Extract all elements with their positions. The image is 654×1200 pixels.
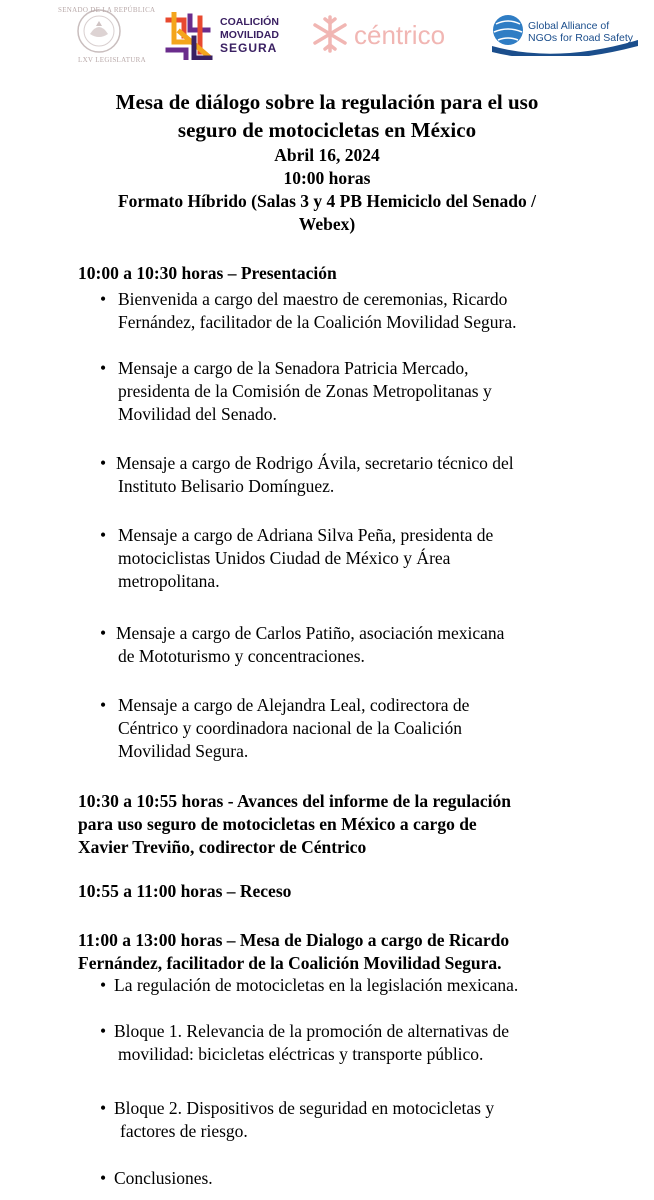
item-line: Instituto Belisario Domínguez. [118, 476, 335, 496]
item-line: Bloque 2. Dispositivos de seguridad en motocicletas y [114, 1098, 495, 1118]
item-line: Bienvenida a cargo del maestro de ceremonias, Ricardo [118, 289, 508, 309]
bullet-dot: • [100, 453, 107, 473]
logo-bar [0, 0, 654, 68]
item-line: metropolitana. [118, 571, 220, 591]
coalicion-line2: MOVILIDAD [220, 29, 279, 41]
coalicion-logo [164, 12, 292, 60]
item-line: Mensaje a cargo de Adriana Silva Peña, presidenta de [118, 525, 494, 545]
list-item [100, 974, 576, 997]
mesa-line1: 11:00 a 13:00 horas – Mesa de Dialogo a cargo de Ricardo [78, 930, 510, 950]
item-line: Mensaje a cargo de Carlos Patiño, asociación mexicana [116, 623, 505, 643]
bullet-dot: • [100, 623, 107, 643]
snowflake-icon [310, 14, 350, 54]
avances-line1: 10:30 a 10:55 horas - Avances del informe de la regulación [78, 791, 511, 811]
bullet-dot: • [100, 975, 107, 995]
list-item [100, 452, 576, 498]
section-presentacion-heading: 10:00 a 10:30 horas – Presentación [78, 263, 337, 283]
list-item [100, 357, 576, 426]
item-line: Conclusiones. [114, 1168, 213, 1188]
document-header [40, 88, 614, 236]
global-text [528, 20, 633, 44]
bullet-dot: • [100, 289, 107, 309]
bullet-dot: • [100, 1021, 107, 1041]
section-receso-heading: 10:55 a 11:00 horas – Receso [78, 881, 292, 901]
coalicion-line1: COALICIÓN [220, 16, 279, 28]
bullet-dot: • [100, 695, 107, 715]
item-line: Céntrico y coordinadora nacional de la Coalición [118, 718, 463, 738]
event-time: 10:00 horas [283, 168, 371, 188]
bullet-dot: • [100, 1168, 107, 1188]
list-item [100, 622, 576, 668]
list-item [100, 1167, 576, 1190]
seal-icon [76, 8, 122, 54]
item-line: Movilidad del Senado. [118, 404, 277, 424]
senado-logo [58, 6, 156, 64]
event-date: Abril 16, 2024 [274, 145, 380, 165]
item-line: presidenta de la Comisión de Zonas Metropolitanas y [118, 381, 492, 401]
senado-sub: LXV LEGISLATURA [78, 56, 146, 64]
item-line: Bloque 1. Relevancia de la promoción de alternativas de [114, 1021, 510, 1041]
section-mesa [78, 929, 598, 975]
coalicion-text [220, 16, 279, 55]
global-line2: NGOs for Road Safety [528, 32, 634, 44]
centrico-name: céntrico [354, 20, 446, 50]
list-item [100, 288, 576, 334]
coalicion-line3: SEGURA [220, 41, 278, 55]
item-line: factores de riesgo. [120, 1121, 248, 1141]
item-line: Fernández, facilitador de la Coalición Movilidad Segura. [118, 312, 517, 332]
global-line1: Global Alliance of [528, 20, 610, 32]
avances-line2: para uso seguro de motocicletas en México a cargo de [78, 814, 477, 834]
item-line: movilidad: bicicletas eléctricas y transporte público. [118, 1044, 484, 1064]
event-format-line2: Webex) [298, 214, 356, 234]
global-alliance-logo [486, 10, 642, 56]
list-item [100, 1020, 576, 1066]
title-line2: seguro de motocicletas en México [177, 118, 477, 142]
mesa-line2: Fernández, facilitador de la Coalición Movilidad Segura. [78, 953, 502, 973]
senado-text: SENADO DE LA REPÚBLICA [58, 6, 156, 14]
coalicion-mark-icon [164, 12, 214, 60]
list-item [100, 1097, 576, 1143]
item-line: de Mototurismo y concentraciones. [118, 646, 365, 666]
item-line: Mensaje a cargo de Alejandra Leal, codirectora de [118, 695, 470, 715]
title-line1: Mesa de diálogo sobre la regulación para el uso [115, 90, 539, 114]
item-line: Mensaje a cargo de la Senadora Patricia Mercado, [118, 358, 469, 378]
list-item [100, 524, 576, 593]
item-line: Mensaje a cargo de Rodrigo Ávila, secretario técnico del [116, 453, 514, 473]
centrico-logo [310, 14, 460, 56]
section-avances [78, 790, 598, 859]
event-format-line1: Formato Híbrido (Salas 3 y 4 PB Hemiciclo del Senado / [117, 191, 537, 211]
bullet-dot: • [100, 1098, 107, 1118]
bullet-dot: • [100, 525, 107, 545]
item-line: La regulación de motocicletas en la legislación mexicana. [114, 975, 519, 995]
bullet-dot: • [100, 358, 107, 378]
item-line: motociclistas Unidos Ciudad de México y Área [118, 548, 451, 568]
avances-line3: Xavier Treviño, codirector de Céntrico [78, 837, 367, 857]
list-item [100, 694, 576, 763]
item-line: Movilidad Segura. [118, 741, 249, 761]
